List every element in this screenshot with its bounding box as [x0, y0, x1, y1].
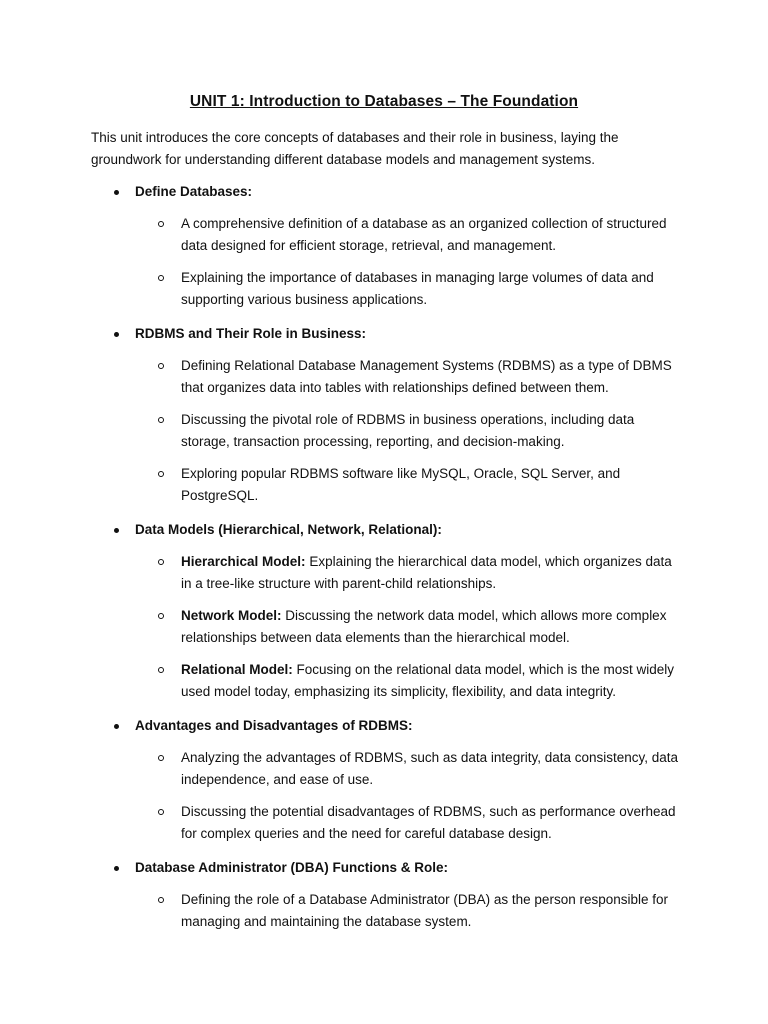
list-item [0, 889, 681, 933]
page-title: UNIT 1: Introduction to Databases – The Foundation [189, 93, 579, 110]
item-text: A comprehensive definition of a database as an organized collection of structured data designed for efficient storage, retrieval, and management. [181, 216, 667, 253]
section-heading [0, 519, 768, 541]
circle-bullet-icon [158, 471, 164, 477]
section [0, 323, 768, 507]
list-item [0, 463, 681, 507]
item-text: Focusing on the relational data model, which is the most widely used model today, emphasizing its simplicity, flexibility, and data integrity. [181, 662, 674, 699]
item-text: Analyzing the advantages of RDBMS, such as data integrity, data consistency, data independence, and ease of use. [181, 750, 679, 787]
circle-bullet-icon [158, 897, 164, 903]
section-heading [0, 181, 768, 203]
circle-bullet-icon [158, 559, 164, 565]
item-text: Discussing the network data model, which allows more complex relationships between data elements than the hierarchical model. [181, 608, 667, 645]
list-item [0, 213, 681, 257]
section [0, 181, 768, 311]
item-text: Defining the role of a Database Administrator (DBA) as the person responsible for managing and maintaining the database system. [181, 892, 669, 929]
section-heading-text: Data Models (Hierarchical, Network, Relational): [135, 522, 442, 537]
circle-bullet-icon [158, 667, 164, 673]
section-heading-text: Database Administrator (DBA) Functions & Role: [135, 860, 449, 875]
item-text: Defining Relational Database Management Systems (RDBMS) as a type of DBMS that organizes data into tables with relationships defined between them. [181, 358, 672, 395]
section [0, 519, 768, 703]
list-item [0, 355, 681, 399]
list-item [0, 409, 681, 453]
bullet-icon [114, 528, 119, 533]
item-lead: Network Model: [181, 608, 282, 623]
section-heading-text: Advantages and Disadvantages of RDBMS: [135, 718, 413, 733]
bullet-icon [114, 190, 119, 195]
section-heading [0, 323, 768, 345]
list-item [0, 605, 681, 649]
list-item [0, 267, 681, 311]
intro-paragraph: This unit introduces the core concepts of databases and their role in business, laying the groundwork for understanding different database models and management systems. [91, 130, 619, 167]
item-text: Discussing the pivotal role of RDBMS in business operations, including data storage, transaction processing, reporting, and decision-making. [181, 412, 635, 449]
list-item [0, 801, 681, 845]
item-text: Explaining the hierarchical data model, which organizes data in a tree-like structure with parent-child relationships. [181, 554, 672, 591]
bullet-icon [114, 724, 119, 729]
section-heading-text: RDBMS and Their Role in Business: [135, 326, 367, 341]
list-item [0, 659, 681, 703]
section-heading [0, 715, 768, 737]
item-text: Explaining the importance of databases in managing large volumes of data and supporting various business applications. [181, 270, 654, 307]
section-list [0, 181, 768, 945]
item-text: Exploring popular RDBMS software like MySQL, Oracle, SQL Server, and PostgreSQL. [181, 466, 621, 503]
list-item [0, 747, 681, 791]
item-lead: Hierarchical Model: [181, 554, 306, 569]
circle-bullet-icon [158, 755, 164, 761]
item-text: Discussing the potential disadvantages of RDBMS, such as performance overhead for complex queries and the need for careful database design. [181, 804, 676, 841]
section-heading [0, 857, 768, 879]
section [0, 715, 768, 845]
bullet-icon [114, 866, 119, 871]
circle-bullet-icon [158, 221, 164, 227]
circle-bullet-icon [158, 613, 164, 619]
circle-bullet-icon [158, 275, 164, 281]
list-item [0, 551, 681, 595]
circle-bullet-icon [158, 809, 164, 815]
section [0, 857, 768, 933]
circle-bullet-icon [158, 417, 164, 423]
section-heading-text: Define Databases: [135, 184, 253, 199]
bullet-icon [114, 332, 119, 337]
item-lead: Relational Model: [181, 662, 293, 677]
circle-bullet-icon [158, 363, 164, 369]
